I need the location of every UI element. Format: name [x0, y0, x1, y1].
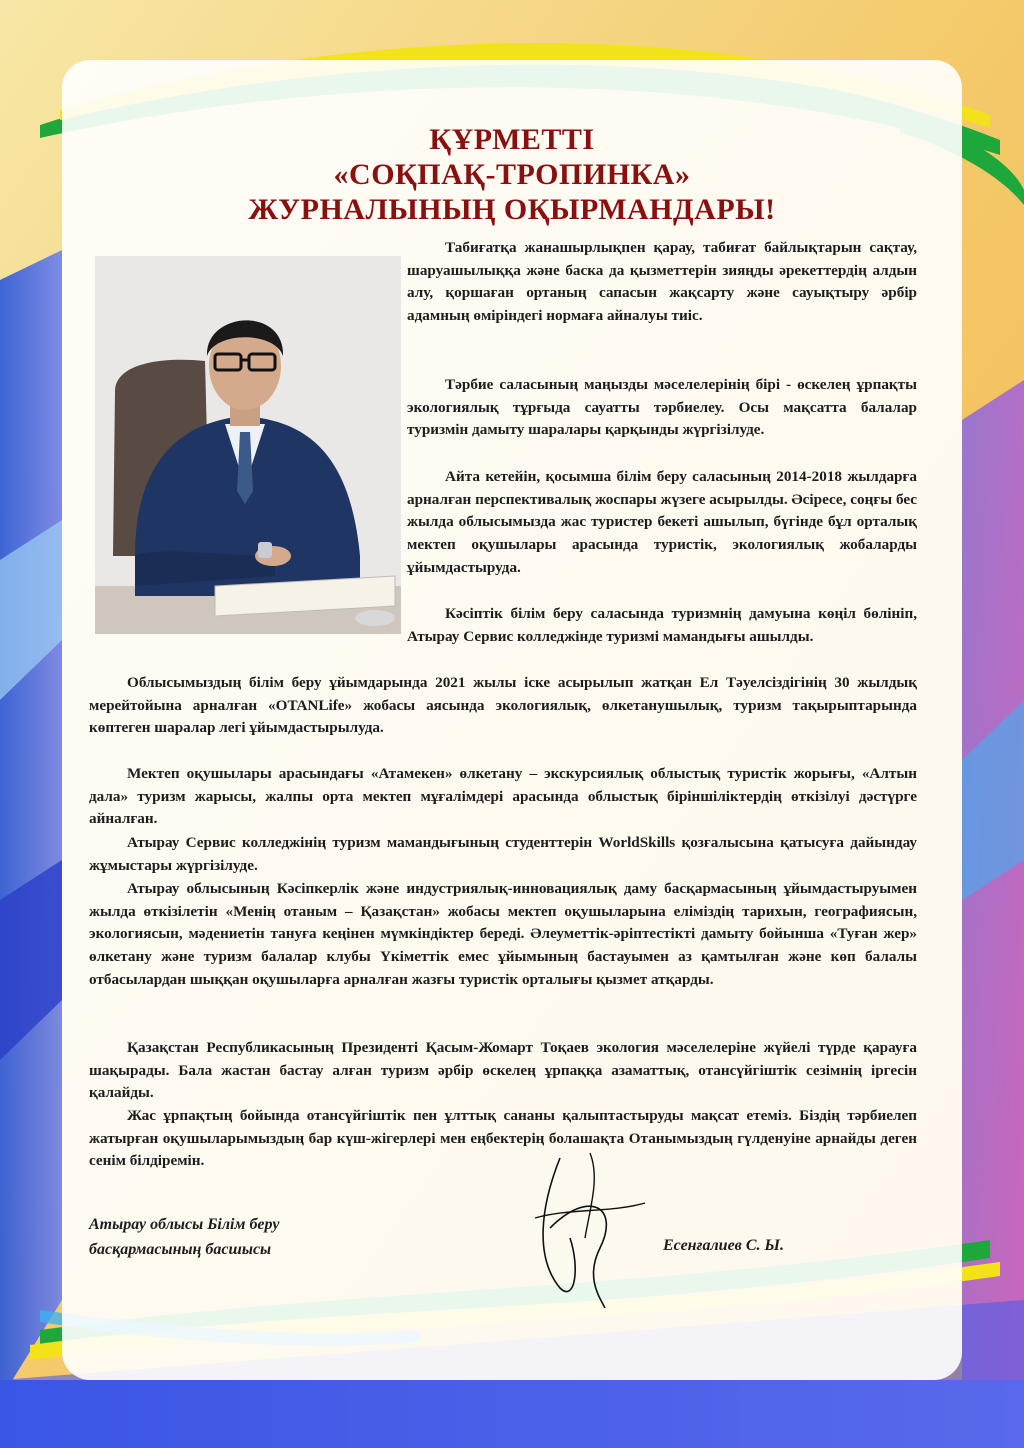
- handwritten-signature-icon: [530, 1148, 650, 1308]
- paragraph-10: Жас ұрпақтың бойында отансүйгіштік пен ұлттық сананы қалыптастыруды мақсат етеміз. Біздің тәрбиелеп жатырған оқушыларымыздың бар күш-жігерлері мен еңбектерің болашақта Отанымыздың гүлденуіне арнайды деген сенім білдіремін.: [89, 1107, 917, 1170]
- paragraph-1: Табиғатқа жанашырлықпен қарау, табиғат байлықтарын сақтау, шаруашылыққа және баска да қызметтерін зияңды әрекеттердің алдын алу, қоршаған ортаның сапасын жақсарту және сауықтыру әрбір адамның өміріндегі нормаға айналуы тиіс.: [407, 239, 917, 325]
- paragraph-2: Тәрбие саласының маңызды мәселелерінің бірі - өскелең ұрпақты экологиялық тұрғыда сауатты тәрбиелеу. Осы мақсатта балалар туризмін дамыту шаралары қарқынды жүргізілуде.: [407, 376, 917, 439]
- title-line-2: «СОҚПАҚ-ТРОПИНКА»: [333, 158, 691, 191]
- portrait-icon: [95, 256, 401, 634]
- paragraph-4: Кәсіптік білім беру саласында туризмнің дамуына көңіл бөлініп, Атырау Сервис колледжінде туризмі мамандығы ашылды.: [407, 605, 917, 645]
- portrait-photo: [95, 256, 401, 634]
- author-position-line-2: басқармасының басшысы: [89, 1241, 272, 1258]
- paragraph-9: Қазақстан Республикасының Президенті Қасым-Жомарт Тоқаев экология мәселелеріне жүйелі түрде қарауға шақырады. Бала жастан бастау алған туризм әрбір өскелең ұрпаққа азаматтық, отансүйгіштік сезімнің іргесін қалайды.: [89, 1039, 917, 1102]
- paragraph-8: Атырау облысының Кәсіпкерлік және индустриялық-инновациялық даму басқармасының ұйымдастыруымен жылда өткізілетін «Менің отаным – Қазақстан» жобасы мектеп оқушыларына еліміздің тарихын, географиясын, экологиясын, мәдениетін тануға кеңінен мүмкіндіктер береді. Әлеуметтік-әріптестікті дамыту бойынша «Туған жер» өлкетану және туризм балалар клубы Үкіметтік емес ұйымының бастауымен аз қамтылған және көп балалы отбасылардан шыққан оқушыларға арналған жазғы туристік орталығы қызмет атқарды.: [89, 880, 917, 988]
- author-position-line-1: Атырау облысы Білім беру: [89, 1216, 280, 1233]
- paragraph-5: Облысымыздың білім беру ұйымдарында 2021 жылы іске асырылып жатқан Ел Тәуелсіздігінің 30 жылдық мерейтойына арналған «OTANLife» жобасы аясында экологиялық, өлкетанушылық, туризм тақырыптарында көптеген шаралар легі ұйымдастырылуда.: [89, 674, 917, 737]
- paragraph-3: Айта кетейін, қосымша білім беру саласының 2014-2018 жылдарға арналған перспективалық жоспары жүзеге асырылды. Әсіресе, соңғы бес жылда облысымызда жас туристер бекеті ашылып, бүгінде бұл орталық мектеп оқушылары арасында туристік, экологиялық жобаларды ұйымдастыруда.: [407, 468, 917, 576]
- paragraph-7: Атырау Сервис колледжінің туризм мамандығының студенттерін WorldSkills қозғалысына қатысуға дайындау жұмыстары жүргізілуде.: [89, 834, 917, 874]
- page-title: [62, 122, 962, 227]
- title-line-3: ЖУРНАЛЫНЫҢ ОҚЫРМАНДАРЫ!: [248, 193, 776, 226]
- title-line-1: ҚҰРМЕТТІ: [429, 123, 595, 156]
- paragraph-6: Мектеп оқушылары арасындағы «Атамекен» өлкетану – экскурсиялық облыстық туристік жорығы, «Алтын дала» туризм жарысы, жалпы орта мектеп мұғалімдері арасында облыстық біріншіліктердің өткізілуі дәстүрге айналған.: [89, 765, 917, 828]
- author-name: Есенғалиев С. Ы.: [663, 1237, 784, 1254]
- author-position: [89, 1212, 389, 1262]
